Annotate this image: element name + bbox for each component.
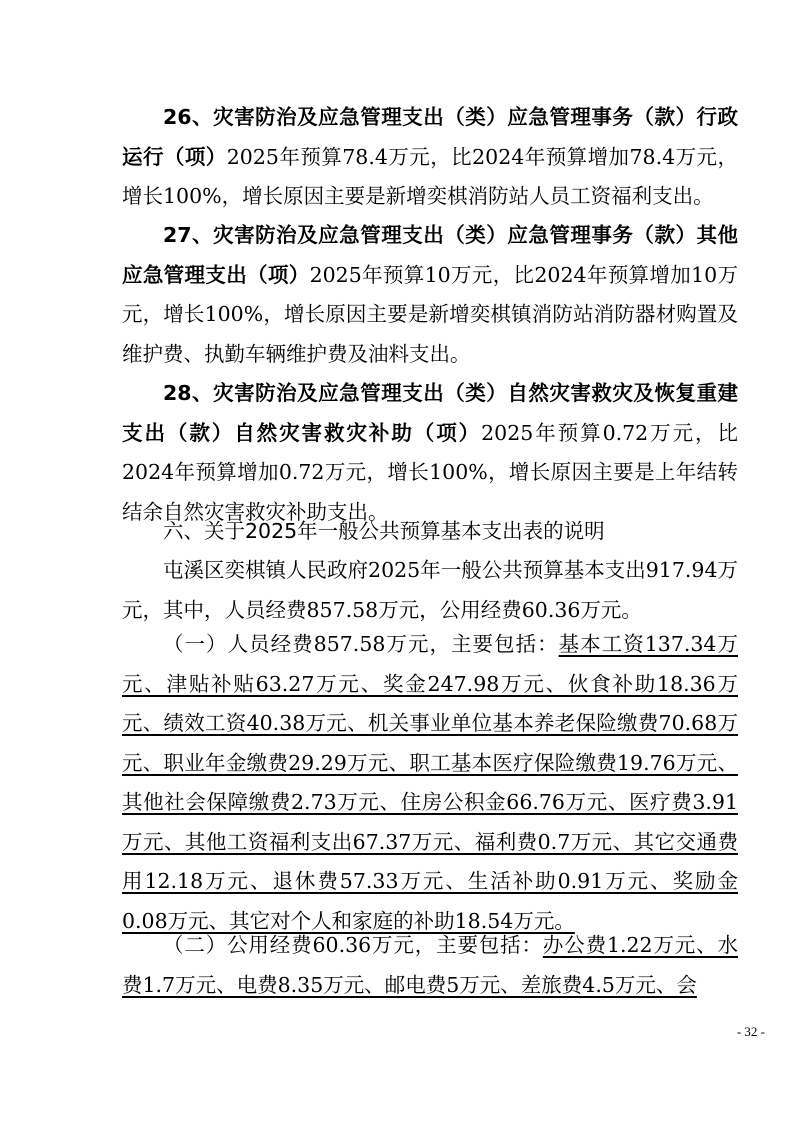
paragraph-item-27 bbox=[122, 216, 738, 374]
personnel-detail: 基本工资137.34万元、津贴补贴63.27万元、奖金247.98万元、伙食补助18.36万元、绩效工资40.38万元、机关事业单位基本养老保险缴费70.68万元、职业年金缴费29.29万元、职工基本医疗保险缴费19.76万元、其他社会保障缴费2.73万元、住房公积金66.76万元、医疗费3.91万元、其他工资福利支出67.37万元、福利费0.7万元、其它交通费用12.18万元、退休费57.33万元、生活补助0.91万元、奖励金0.08万元、其它对个人和家庭的补助18.54万元。 bbox=[122, 632, 738, 933]
item-27-heading: 27、灾害防治及应急管理支出（类）应急管理事务（款）其他应急管理支出（项） bbox=[122, 223, 738, 287]
summary-paragraph: 屯溪区奕棋镇人民政府2025年一般公共预算基本支出917.94万元，其中，人员经费857.58万元，公用经费60.36万元。 bbox=[122, 558, 738, 622]
public-detail: 办公费1.22万元、水费1.7万元、电费8.35万元、邮电费5万元、差旅费4.5万元、会 bbox=[122, 933, 739, 997]
section-heading: 六、关于2025年一般公共预算基本支出表的说明 bbox=[163, 519, 605, 543]
item-28-heading: 28、灾害防治及应急管理支出（类）自然灾害救灾及恢复重建支出（款）自然灾害救灾补助（项） bbox=[122, 381, 738, 445]
paragraph-item-26 bbox=[122, 98, 738, 217]
item-26-text: 2025年预算78.4万元，比2024年预算增加78.4万元，增长100%，增长原因主要是新增奕棋消防站人员工资福利支出。 bbox=[122, 144, 739, 208]
item-28-text: 2025年预算0.72万元，比2024年预算增加0.72万元，增长100%，增长原因主要是上年结转结余自然灾害救灾补助支出。 bbox=[122, 420, 738, 524]
public-paragraph bbox=[122, 926, 738, 1005]
page-number: - 32 - bbox=[736, 1024, 765, 1039]
personnel-lead: （一）人员经费857.58万元，主要包括： bbox=[163, 632, 559, 656]
paragraph-item-28 bbox=[122, 374, 738, 532]
public-lead: （二）公用经费60.36万元，主要包括： bbox=[163, 933, 543, 957]
personnel-paragraph bbox=[122, 625, 738, 941]
item-27-text: 2025年预算10万元，比2024年预算增加10万元，增长100%，增长原因主要是新增奕棋镇消防站消防器材购置及维护费、执勤车辆维护费及油料支出。 bbox=[122, 262, 739, 366]
item-26-heading: 26、灾害防治及应急管理支出（类）应急管理事务（款）行政运行（项） bbox=[122, 105, 738, 169]
